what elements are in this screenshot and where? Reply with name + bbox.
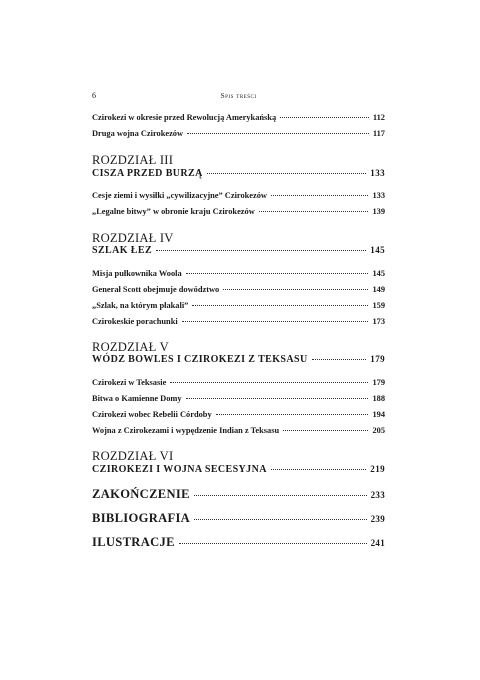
dot-leader [271, 469, 366, 470]
dot-leader [312, 359, 367, 360]
dot-leader [187, 133, 369, 134]
toc-section [92, 487, 385, 503]
toc-entry-page: 159 [372, 301, 385, 310]
toc-entry [92, 301, 385, 313]
running-head: Spis treści [220, 91, 257, 100]
dot-leader [192, 305, 368, 306]
toc-entry-title: Bitwa o Kamienne Domy [92, 394, 182, 403]
toc-entry-title: Wojna z Czirokezami i wypędzenie Indian z Teksasu [92, 426, 280, 435]
toc-section-page: 241 [370, 538, 385, 548]
toc-entry-title: Czirokezi w okresie przed Rewolucją Amerykańską [92, 113, 277, 122]
dot-leader [280, 117, 369, 118]
toc-entry-title: „Legalne bitwy” w obronie kraju Czirokezów [92, 207, 255, 216]
dot-leader [283, 430, 368, 431]
toc-entry-title: „Szlak, na którym płakali” [92, 301, 189, 310]
chapter-title [92, 464, 385, 478]
toc-entry [92, 378, 385, 390]
chapter-label: ROZDZIAŁ III [92, 153, 174, 167]
toc-entry [92, 269, 385, 281]
toc-entry-page: 205 [372, 426, 385, 435]
chapter-title-text: CZIROKEZI I WOJNA SECESYJNA [92, 464, 267, 475]
toc-section-title: BIBLIOGRAFIA [92, 511, 191, 525]
chapter-title [92, 168, 385, 182]
chapter-page: 145 [370, 245, 385, 255]
dot-leader [182, 321, 369, 322]
chapter-page: 133 [370, 168, 385, 178]
dot-leader [186, 398, 369, 399]
toc-entry-title: Generał Scott obejmuje dowództwo [92, 285, 220, 294]
chapter-title-text: CISZA PRZED BURZĄ [92, 168, 203, 179]
toc-section-title: ZAKOŃCZENIE [92, 487, 190, 501]
dot-leader [259, 211, 369, 212]
toc-entry-page: 145 [372, 269, 385, 278]
dot-leader [216, 414, 369, 415]
toc-entry-page: 139 [372, 207, 385, 216]
toc-entry [92, 191, 385, 203]
toc-entry [92, 207, 385, 219]
toc-entry [92, 129, 385, 141]
toc-entry [92, 394, 385, 406]
toc-entry-title: Cesje ziemi i wysiłki „cywilizacyjne” Czirokezów [92, 191, 267, 200]
dot-leader [207, 173, 367, 174]
dot-leader [170, 382, 368, 383]
toc-entry-title: Czirokezi w Teksasie [92, 378, 167, 387]
toc-entry-page: 179 [372, 378, 385, 387]
dot-leader [194, 519, 367, 520]
dot-leader [271, 195, 368, 196]
toc-entry [92, 317, 385, 329]
toc-section [92, 535, 385, 551]
toc-entry-page: 173 [372, 317, 385, 326]
toc-section [92, 511, 385, 527]
toc-entry-page: 112 [372, 113, 385, 122]
dot-leader [223, 289, 368, 290]
toc-section-title: ILUSTRACJE [92, 535, 175, 549]
page-number: 6 [92, 91, 96, 100]
page-header [92, 91, 385, 105]
chapter-title-text: WÓDZ BOWLES I CZIROKEZI Z TEKSASU [92, 354, 308, 365]
toc-entry-page: 117 [372, 129, 385, 138]
toc-entry [92, 285, 385, 297]
toc-entry-title: Misja pułkownika Woola [92, 269, 182, 278]
chapter-label: ROZDZIAŁ IV [92, 231, 174, 245]
dot-leader [194, 495, 367, 496]
chapter-page: 179 [370, 354, 385, 364]
chapter-label: ROZDZIAŁ V [92, 340, 169, 354]
dot-leader [186, 273, 369, 274]
toc-entry-title: Druga wojna Czirokezów [92, 129, 184, 138]
toc-entry-page: 194 [372, 410, 385, 419]
dot-leader [156, 250, 366, 251]
dot-leader [179, 543, 367, 544]
toc-entry [92, 426, 385, 438]
chapter-title [92, 245, 385, 259]
chapter-label: ROZDZIAŁ VI [92, 449, 174, 463]
toc-entry [92, 410, 385, 422]
toc-entry-title: Czirokeskie porachunki [92, 317, 178, 326]
toc-entry [92, 113, 385, 125]
toc-section-page: 233 [370, 490, 385, 500]
chapter-title-text: SZLAK ŁEZ [92, 245, 153, 256]
toc-section-page: 239 [370, 514, 385, 524]
toc-entry-page: 188 [372, 394, 385, 403]
toc-entry-page: 149 [372, 285, 385, 294]
toc-entry-page: 133 [372, 191, 385, 200]
chapter-page: 219 [370, 464, 385, 474]
chapter-title [92, 354, 385, 368]
toc-entry-title: Czirokezi wobec Rebelii Córdoby [92, 410, 212, 419]
